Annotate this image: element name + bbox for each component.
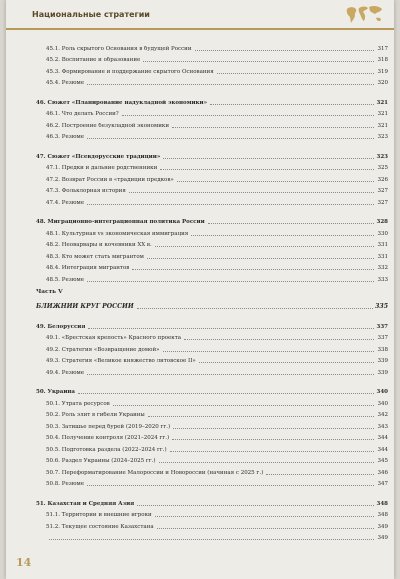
toc-section-entry[interactable] [36, 260, 388, 272]
toc-section-entry[interactable] [36, 52, 388, 64]
toc-leader-dots [177, 181, 374, 182]
toc-chapter-entry[interactable] [36, 214, 388, 226]
toc-leader-dots [87, 485, 374, 486]
toc-section-entry[interactable] [36, 464, 388, 476]
toc-leader-dots [122, 115, 374, 116]
toc-leader-dots [173, 428, 374, 429]
toc-section-entry[interactable] [36, 117, 388, 129]
toc-entry-page: 327 [377, 188, 388, 194]
toc-section-entry[interactable] [36, 518, 388, 530]
toc-entry-page: 335 [375, 303, 388, 310]
toc-entry-page: 317 [377, 45, 388, 52]
toc-chapter-entry[interactable] [36, 384, 388, 396]
toc-section-entry[interactable] [36, 63, 388, 75]
toc-chapter-entry[interactable] [36, 94, 388, 106]
toc-section-entry[interactable] [36, 507, 388, 519]
toc-entry-title: 50.2. Роль элит в гибели Украины [46, 412, 145, 418]
toc-leader-dots [132, 269, 374, 270]
toc-leader-dots [49, 539, 374, 540]
toc-section-entry[interactable] [36, 453, 388, 465]
toc-section-entry[interactable] [36, 75, 388, 87]
toc-section-entry[interactable] [36, 271, 388, 283]
table-of-contents [36, 40, 388, 541]
toc-entry-page: 328 [376, 219, 388, 225]
toc-entry-page: 331 [377, 253, 388, 260]
toc-leader-dots [137, 505, 374, 506]
toc-entry-page: 326 [377, 176, 388, 183]
toc-entry-title: 48.3. Кто может стать мигрантом [46, 253, 144, 260]
toc-leader-dots [88, 328, 374, 329]
toc-entry-title: 50.4. Получение контроля (2021–2024 гг.) [46, 435, 170, 441]
toc-leader-dots [266, 474, 374, 475]
toc-chapter-entry[interactable] [36, 318, 388, 330]
toc-spacer [36, 376, 388, 384]
toc-spacer [36, 140, 388, 148]
toc-entry-title: 46.1. Что делать России? [46, 111, 119, 117]
toc-leader-dots [137, 308, 373, 309]
toc-leader-dots [148, 416, 374, 417]
toc-entry-page: 348 [377, 512, 388, 518]
toc-entry-title: 50.7. Переформатирование Малороссии и Новороссии (начиная с 2025 г.) [46, 469, 264, 476]
toc-entry-title: 48.5. Резюме [46, 276, 85, 283]
toc-entry-title: 47.2. Возврат России в «традиции предков» [46, 176, 174, 183]
toc-section-entry[interactable] [36, 476, 388, 488]
toc-entry-title: 46.3. Резюме [46, 134, 85, 140]
toc-entry-title: 45.4. Резюме [46, 80, 85, 86]
toc-entry-page: 318 [377, 57, 388, 63]
toc-entry-page: 323 [377, 134, 388, 140]
toc-chapter-entry[interactable] [36, 495, 388, 507]
toc-section-entry[interactable] [36, 225, 388, 237]
toc-section-entry[interactable] [36, 183, 388, 195]
toc-entry-page: 321 [376, 99, 388, 106]
toc-section-entry[interactable] [36, 330, 388, 342]
toc-leader-dots [87, 204, 374, 205]
toc-entry-title: 46. Сюжет «Планирование надукладной экономики» [36, 99, 208, 106]
toc-leader-dots [170, 451, 374, 452]
toc-entry-title: 51. Казахстан и Средняя Азия [36, 500, 135, 507]
toc-leader-dots [87, 374, 374, 375]
toc-entry-page: 347 [377, 481, 388, 487]
toc-leader-dots [191, 235, 374, 236]
toc-leader-dots [163, 351, 375, 352]
toc-leader-dots [155, 246, 374, 247]
toc-entry-title: 49. Белоруссия [36, 323, 86, 330]
toc-entry-page: 330 [377, 230, 388, 237]
toc-entry-title: 49.1. «Брестская крепость» Красного проекта [46, 335, 182, 341]
toc-entry-page: 342 [377, 412, 388, 418]
toc-spacer [36, 206, 388, 214]
toc-section-entry[interactable] [36, 341, 388, 353]
toc-leader-dots [159, 462, 374, 463]
toc-leader-dots [143, 61, 374, 62]
toc-spacer [36, 487, 388, 495]
toc-leader-dots [210, 104, 374, 105]
toc-entry-page: 348 [376, 500, 388, 507]
toc-leader-dots [195, 50, 375, 51]
toc-section-entry[interactable] [36, 530, 388, 542]
toc-entry-page: 333 [377, 276, 388, 283]
toc-entry-page: 343 [377, 423, 388, 430]
toc-section-entry[interactable] [36, 237, 388, 249]
toc-entry-page: 331 [377, 242, 388, 248]
toc-entry-page: 349 [377, 523, 388, 530]
toc-entry-page: 340 [376, 389, 388, 395]
toc-leader-dots [113, 405, 374, 406]
book-page [6, 0, 394, 579]
toc-entry-page: 339 [377, 369, 388, 376]
header-title: Национальные стратегии [32, 10, 150, 19]
toc-entry-page: 349 [377, 535, 388, 541]
toc-entry-page: 344 [377, 446, 388, 453]
toc-entry-title: 48.4. Интеграция мигрантов [46, 265, 130, 271]
toc-entry-title: 46.2. Построение безукладной экономики [46, 122, 170, 129]
toc-leader-dots [172, 439, 374, 440]
toc-spacer [36, 86, 388, 94]
page-number: 14 [16, 556, 32, 569]
toc-leader-dots [87, 138, 374, 139]
toc-entry-title: 50. Украина [36, 389, 75, 395]
toc-leader-dots [199, 362, 374, 363]
toc-entry-page: 346 [377, 469, 388, 476]
toc-part-entry[interactable] [36, 299, 388, 311]
toc-leader-dots [78, 393, 374, 394]
toc-section-entry[interactable] [36, 395, 388, 407]
toc-section-entry[interactable] [36, 160, 388, 172]
toc-entry-title: 50.1. Утрата ресурсов [46, 400, 110, 407]
toc-leader-dots [147, 258, 374, 259]
toc-leader-dots [208, 223, 374, 224]
toc-entry-page: 332 [377, 265, 388, 271]
toc-section-entry[interactable] [36, 194, 388, 206]
toc-section-entry[interactable] [36, 353, 388, 365]
toc-entry-title: 50.6. Раздел Украины (2024–2025 гг.) [46, 458, 156, 464]
toc-section-entry[interactable] [36, 171, 388, 183]
toc-entry-page: 338 [377, 346, 388, 353]
toc-entry-title: 47.1. Предки и дальние родственники [46, 165, 158, 171]
toc-section-entry[interactable] [36, 106, 388, 118]
world-map-icon [344, 3, 384, 27]
toc-entry-title: 49.2. Стратегия «Возвращение домой» [46, 346, 160, 353]
toc-leader-dots [163, 158, 374, 159]
toc-entry-page: 325 [377, 165, 388, 171]
toc-leader-dots [87, 281, 374, 282]
toc-section-entry[interactable] [36, 40, 388, 52]
toc-entry-page: 321 [377, 122, 388, 129]
toc-entry-title: 50.3. Затишье перед бурей (2019–2020 гг.) [46, 423, 171, 430]
toc-leader-dots [129, 192, 374, 193]
part-label: Часть V [36, 288, 63, 295]
toc-leader-dots [87, 84, 374, 85]
toc-entry-title: 45.1. Роль скрытого Основания в будущей России [46, 45, 192, 52]
toc-leader-dots [217, 73, 374, 74]
toc-entry-title: 48.1. Культурная vs экономическая иммиграция [46, 230, 189, 237]
toc-entry-title: 50.8. Резюме [46, 481, 85, 487]
toc-chapter-entry[interactable] [36, 148, 388, 160]
toc-entry-title: 50.5. Подготовка раздела (2022–2024 гг.) [46, 446, 167, 453]
toc-entry-page: 323 [376, 153, 388, 160]
toc-entry-page: 345 [377, 458, 388, 464]
toc-entry-title: 49.3. Стратегия «Великое княжество литовское II» [46, 358, 196, 364]
toc-section-entry[interactable] [36, 364, 388, 376]
toc-entry-title: 47.4. Резюме [46, 199, 85, 206]
toc-section-entry[interactable] [36, 248, 388, 260]
running-header [6, 0, 394, 30]
toc-entry-title: БЛИЖНИЙ КРУГ РОССИИ [36, 303, 134, 310]
toc-entry-page: 327 [377, 199, 388, 206]
toc-entry-title: 48.2. Неоварвары и кочевники XX в. [46, 242, 152, 248]
toc-leader-dots [184, 339, 374, 340]
toc-entry-page: 340 [377, 400, 388, 407]
toc-leader-dots [155, 516, 374, 517]
toc-entry-page: 319 [377, 68, 388, 75]
toc-section-entry[interactable] [36, 407, 388, 419]
toc-section-entry[interactable] [36, 418, 388, 430]
toc-entry-title: 47. Сюжет «Псевдорусские традиции» [36, 153, 161, 160]
toc-section-entry[interactable] [36, 430, 388, 442]
toc-entry-title: 47.3. Фольклорная история [46, 188, 126, 194]
toc-entry-page: 320 [377, 80, 388, 86]
toc-leader-dots [157, 528, 374, 529]
toc-entry-page: 339 [377, 358, 388, 364]
toc-entry-title: 51.2. Текущее состояние Казахстана [46, 523, 154, 530]
toc-spacer [36, 310, 388, 318]
toc-leader-dots [172, 127, 374, 128]
toc-leader-dots [160, 169, 374, 170]
toc-entry-title: 45.2. Воспитание и образование [46, 57, 141, 63]
toc-section-entry[interactable] [36, 129, 388, 141]
toc-entry-page: 344 [377, 435, 388, 441]
toc-entry-title: 49.4. Резюме [46, 369, 85, 376]
toc-entry-page: 321 [377, 111, 388, 117]
toc-entry-title: 48. Миграционно-интеграционная политика России [36, 219, 205, 225]
toc-entry-page: 337 [376, 323, 388, 330]
toc-entry-title: 45.3. Формирование и поддержание скрытого Основания [46, 68, 214, 75]
toc-section-entry[interactable] [36, 441, 388, 453]
toc-entry-title: 51.1. Территории и внешние игроки [46, 512, 152, 518]
toc-entry-page: 337 [377, 335, 388, 341]
